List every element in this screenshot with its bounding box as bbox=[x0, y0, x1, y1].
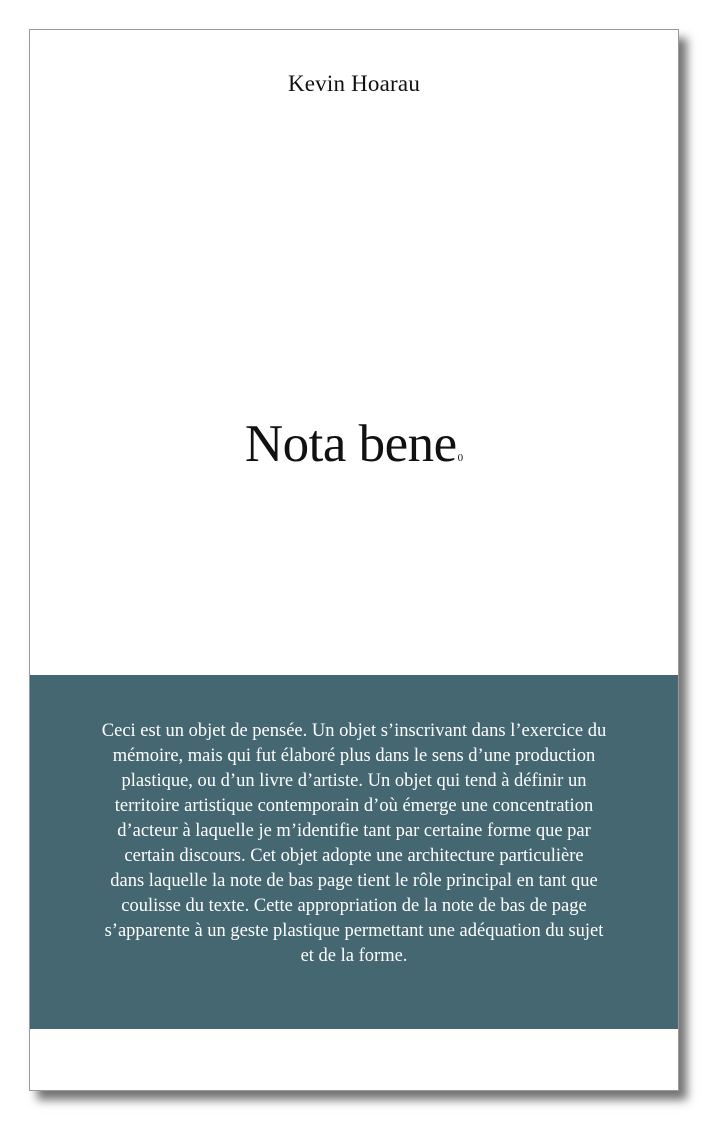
blurb-line: coulisse du texte. Cette appropriation de la note de bas de page bbox=[121, 896, 587, 916]
blurb-line: mémoire, mais qui fut élaboré plus dans le sens d’une production bbox=[112, 746, 596, 766]
blurb-line: et de la forme. bbox=[300, 946, 408, 966]
book-title: Nota bene bbox=[244, 415, 457, 473]
title-block bbox=[30, 414, 678, 474]
blurb-text bbox=[60, 719, 648, 969]
blurb-line: certain discours. Cet objet adopte une architecture particulière bbox=[124, 846, 584, 866]
blurb-line: Ceci est un objet de pensée. Un objet s’inscrivant dans l’exercice du bbox=[101, 721, 607, 741]
blurb-band bbox=[30, 675, 678, 1029]
blurb-line: s’apparente à un geste plastique permettant une adéquation du sujet bbox=[104, 921, 604, 941]
footnote-marker: 0 bbox=[457, 452, 464, 464]
blurb-line: dans laquelle la note de bas page tient le rôle principal en tant que bbox=[110, 871, 598, 891]
blurb-line: d’acteur à laquelle je m’identifie tant par certaine forme que par bbox=[117, 821, 591, 841]
blurb-line: territoire artistique contemporain d’où émerge une concentration bbox=[114, 796, 594, 816]
book-cover bbox=[29, 29, 679, 1091]
blurb-line: plastique, ou d’un livre d’artiste. Un objet qui tend à définir un bbox=[121, 771, 587, 791]
author-name: Kevin Hoarau bbox=[287, 71, 421, 96]
